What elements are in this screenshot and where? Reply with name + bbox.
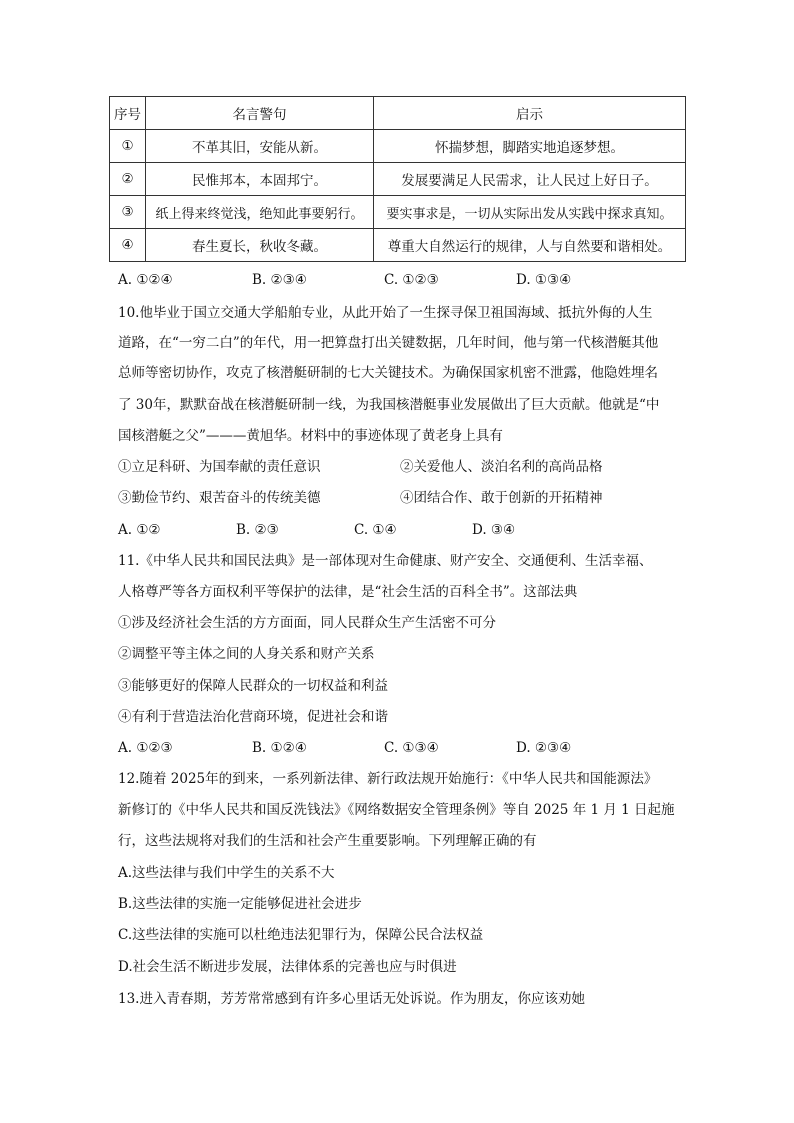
q11-line: 人格尊严等各方面权利平等保护的法律，是“社会生活的百科全书”。这部法典 [118, 584, 578, 600]
q10-line: 国核潜艇之父”———黄旭华。材料中的事迹体现了黄老身上具有 [118, 428, 503, 444]
q12-option-b[interactable]: B.这些法律的实施一定能够促进社会进步 [118, 896, 362, 912]
table-header-row [110, 97, 686, 130]
row-number: ③ [110, 196, 146, 229]
header-insight: 启示 [374, 97, 686, 130]
row-number: ④ [110, 229, 146, 262]
q12-option-a[interactable]: A.这些法律与我们中学生的关系不大 [118, 865, 335, 881]
table-row [110, 130, 686, 163]
q11-option-d[interactable]: D. ②③④ [516, 740, 572, 756]
q10-line: 道路，在“一穷二白”的年代，用一把算盘打出关键数据，几年时间，他与第一代核潜艇其他 [118, 335, 659, 351]
quotes-table [109, 96, 686, 262]
q10-line: 了 30年，默默奋战在核潜艇研制一线，为我国核潜艇事业发展做出了巨大贡献。他就是“中 [118, 397, 660, 413]
row-quote: 民惟邦本，本固邦宁。 [146, 163, 374, 196]
row-number: ① [110, 130, 146, 163]
q11-statement: ③能够更好的保障人民群众的一切权益和利益 [118, 678, 388, 694]
q12-option-d[interactable]: D.社会生活不断进步发展，法律体系的完善也应与时俱进 [118, 959, 457, 975]
row-insight: 要实事求是，一切从实际出发从实践中探求真知。 [374, 196, 686, 229]
q9-option-a[interactable]: A. ①②④ [118, 272, 173, 288]
q9-option-b[interactable]: B. ②③④ [252, 272, 307, 288]
row-quote: 纸上得来终觉浅，绝知此事要躬行。 [146, 196, 374, 229]
q9-option-d[interactable]: D. ①③④ [516, 272, 572, 288]
table-row [110, 196, 686, 229]
q10-statement: ②关爱他人、淡泊名利的高尚品格 [400, 459, 603, 475]
q10-option-b[interactable]: B. ②③ [236, 522, 279, 538]
q10-line: 10.他毕业于国立交通大学船舶专业，从此开始了一生探寻保卫祖国海域、抵抗外侮的人生 [118, 305, 653, 321]
q11-option-b[interactable]: B. ①②④ [252, 740, 307, 756]
q10-statement: ③勤俭节约、艰苦奋斗的传统美德 [118, 490, 321, 506]
row-insight: 尊重大自然运行的规律，人与自然要和谐相处。 [374, 229, 686, 262]
row-quote: 春生夏长，秋收冬藏。 [146, 229, 374, 262]
q12-line: 行，这些法规将对我们的生活和社会产生重要影响。下列理解正确的有 [118, 833, 537, 849]
q12-line: 新修订的《中华人民共和国反洗钱法》《网络数据安全管理条例》等自 2025 年 1 月 1 日起施 [118, 802, 675, 818]
q11-option-c[interactable]: C. ①③④ [384, 740, 439, 756]
row-number: ② [110, 163, 146, 196]
q10-statement: ①立足科研、为国奉献的责任意识 [118, 459, 321, 475]
q10-statement: ④团结合作、敢于创新的开拓精神 [400, 490, 603, 506]
q12-option-c[interactable]: C.这些法律的实施可以杜绝违法犯罪行为，保障公民合法权益 [118, 927, 484, 943]
q10-line: 总师等密切协作，攻克了核潜艇研制的七大关键技术。为确保国家机密不泄露，他隐姓埋名 [118, 365, 658, 381]
q11-statement: ④有利于营造法治化营商环境，促进社会和谐 [118, 709, 388, 725]
q10-option-a[interactable]: A. ①② [118, 522, 161, 538]
q11-option-a[interactable]: A. ①②③ [118, 740, 173, 756]
table-row [110, 229, 686, 262]
q12-line: 12.随着 2025年的到来，一系列新法律、新行政法规开始施行：《中华人民共和国能源法》 [118, 771, 658, 787]
q11-statement: ①涉及经济社会生活的方方面面，同人民群众生产生活密不可分 [118, 615, 496, 631]
row-insight: 怀揣梦想，脚踏实地追逐梦想。 [374, 130, 686, 163]
row-insight: 发展要满足人民需求，让人民过上好日子。 [374, 163, 686, 196]
q10-option-d[interactable]: D. ③④ [472, 522, 516, 538]
table-row [110, 163, 686, 196]
header-quote: 名言警句 [146, 97, 374, 130]
q10-option-c[interactable]: C. ①④ [354, 522, 397, 538]
header-number: 序号 [110, 97, 146, 130]
q11-statement: ②调整平等主体之间的人身关系和财产关系 [118, 646, 375, 662]
q11-line: 11.《中华人民共和国民法典》是一部体现对生命健康、财产安全、交通便利、生活幸福、 [118, 553, 653, 569]
q13-line: 13.进入青春期，芳芳常常感到有许多心里话无处诉说。作为朋友，你应该劝她 [118, 991, 585, 1007]
row-quote: 不革其旧，安能从新。 [146, 130, 374, 163]
q9-option-c[interactable]: C. ①②③ [384, 272, 439, 288]
